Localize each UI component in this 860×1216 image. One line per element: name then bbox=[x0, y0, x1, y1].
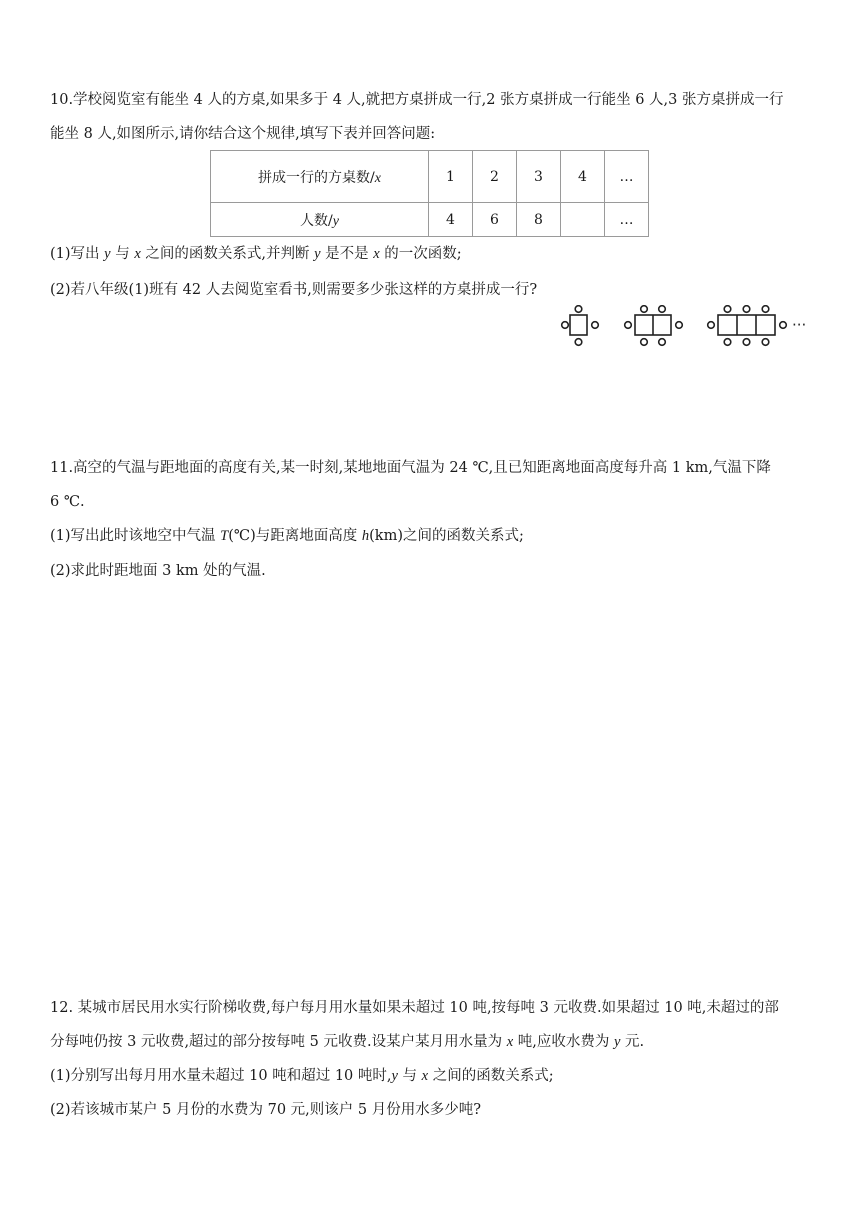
one-table-diagram bbox=[562, 306, 599, 346]
table-cell: 1 bbox=[429, 151, 473, 203]
table-cell: … bbox=[605, 203, 649, 237]
table-cell: 4 bbox=[429, 203, 473, 237]
table-header-cell bbox=[211, 151, 429, 203]
q12-line2-text: 吨,应收水费为 bbox=[513, 1034, 614, 1050]
var-y: y bbox=[104, 246, 111, 262]
table-cell: 4 bbox=[561, 151, 605, 203]
table-cell: … bbox=[605, 151, 649, 203]
table-cell-blank bbox=[561, 203, 605, 237]
q10-sub1-text: (1)写出 bbox=[50, 246, 105, 262]
q10-sub1-text: 的一次函数; bbox=[379, 246, 462, 262]
table-header-label: 拼成一行的方桌数/ bbox=[258, 169, 375, 186]
var-h: h bbox=[361, 528, 370, 544]
var-T: T bbox=[220, 528, 229, 544]
q11-line1: 11.高空的气温与距地面的高度有关,某一时刻,某地地面气温为 24 ℃,且已知距离地面高度每升高 1 km,气温下降 bbox=[50, 460, 771, 476]
q10-sub2: (2)若八年级(1)班有 42 人去阅览室看书,则需要多少张这样的方桌拼成一行? bbox=[50, 282, 538, 298]
table-cell: 2 bbox=[473, 151, 517, 203]
var-y: y bbox=[314, 246, 321, 262]
table-cell: 3 bbox=[517, 151, 561, 203]
table-cell: 8 bbox=[517, 203, 561, 237]
var-x: x bbox=[506, 1034, 514, 1050]
two-tables-diagram bbox=[625, 306, 683, 346]
q12-sub2: (2)若该城市某户 5 月份的水费为 70 元,则该户 5 月份用水多少吨? bbox=[50, 1102, 481, 1118]
q10-sub1-text: 之间的函数关系式,并判断 bbox=[140, 246, 315, 262]
q12-sub1-text: (1)分别写出每月用水量未超过 10 吨和超过 10 吨时, bbox=[50, 1068, 392, 1084]
q11-sub2: (2)求此时距地面 3 km 处的气温. bbox=[50, 563, 266, 579]
q11-sub1 bbox=[50, 526, 524, 546]
var-y: y bbox=[391, 1068, 398, 1084]
table-header-label: 人数/ bbox=[300, 212, 333, 229]
q10-sub1 bbox=[50, 244, 462, 264]
table-header-var: y bbox=[332, 213, 339, 229]
three-tables-diagram bbox=[708, 306, 787, 346]
q10-line1: 10.学校阅览室有能坐 4 人的方桌,如果多于 4 人,就把方桌拼成一行,2 张方桌拼成一行能坐 6 人,3 张方桌拼成一行 bbox=[50, 92, 784, 108]
q12-sub1-text: 与 bbox=[397, 1068, 422, 1084]
q12-line1: 12. 某城市居民用水实行阶梯收费,每户每月用水量如果未超过 10 吨,按每吨 3 元收费.如果超过 10 吨,未超过的部 bbox=[50, 1000, 779, 1016]
q12-line2 bbox=[50, 1032, 644, 1052]
q12-line2-text: 分每吨仍按 3 元收费,超过的部分按每吨 5 元收费.设某户某月用水量为 bbox=[50, 1034, 507, 1050]
q11-sub1-text: (℃)与距离地面高度 bbox=[228, 528, 362, 544]
q10-line2: 能坐 8 人,如图所示,请你结合这个规律,填写下表并回答问题: bbox=[50, 126, 436, 142]
figure-ellipsis: ··· bbox=[792, 316, 807, 334]
q10-table bbox=[210, 150, 649, 237]
q11-line2: 6 ℃. bbox=[50, 494, 85, 510]
tables-figure bbox=[560, 305, 820, 347]
table-header-var: x bbox=[374, 170, 381, 186]
q11-sub1-text: (1)写出此时该地空中气温 bbox=[50, 528, 221, 544]
table-row bbox=[211, 151, 649, 203]
q11-sub1-text: (km)之间的函数关系式; bbox=[369, 528, 524, 544]
table-cell: 6 bbox=[473, 203, 517, 237]
table-row bbox=[211, 203, 649, 237]
q12-sub1-text: 之间的函数关系式; bbox=[428, 1068, 554, 1084]
q10-sub1-text: 与 bbox=[110, 246, 135, 262]
table-header-cell bbox=[211, 203, 429, 237]
var-x: x bbox=[373, 246, 380, 262]
var-y: y bbox=[613, 1034, 621, 1050]
var-x: x bbox=[134, 246, 141, 262]
q12-line2-text: 元. bbox=[620, 1034, 645, 1050]
var-x: x bbox=[421, 1068, 429, 1084]
q12-sub1 bbox=[50, 1066, 554, 1086]
q10-sub1-text: 是不是 bbox=[320, 246, 374, 262]
